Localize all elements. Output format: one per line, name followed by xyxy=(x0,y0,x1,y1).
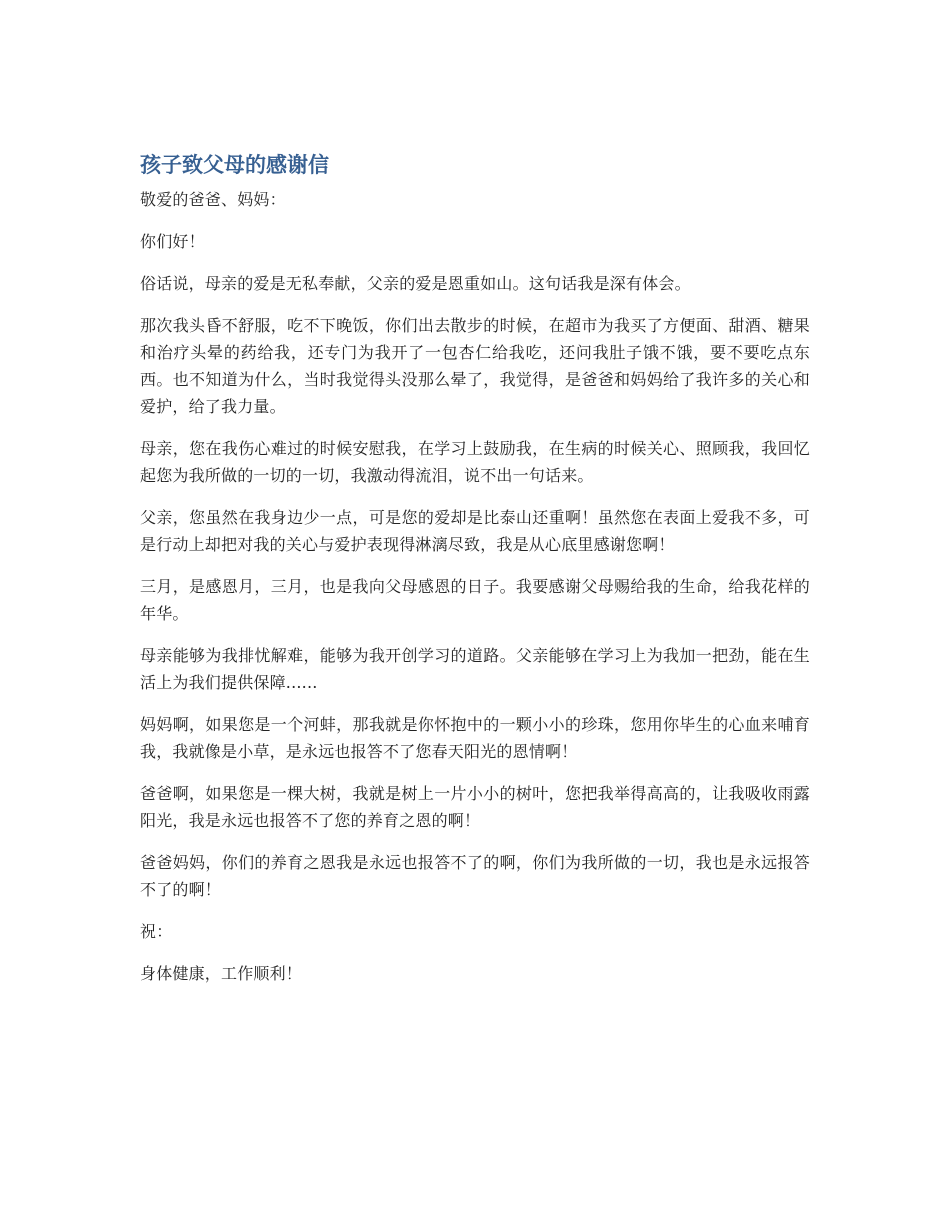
greeting: 你们好！ xyxy=(140,232,205,251)
closing-wish-label: 祝： xyxy=(140,922,173,941)
body-paragraph: 母亲，您在我伤心难过的时候安慰我，在学习上鼓励我，在生病的时候关心、照顾我，我回忆起您为我所做的一切的一切，我激动得流泪，说不出一句话来。 xyxy=(140,439,810,485)
body-paragraph: 三月，是感恩月，三月，也是我向父母感恩的日子。我要感谢父母赐给我的生命，给我花样的年华。 xyxy=(140,577,810,623)
body-paragraph: 母亲能够为我排忧解难，能够为我开创学习的道路。父亲能够在学习上为我加一把劲，能在生活上为我们提供保障...... xyxy=(140,646,810,692)
body-paragraph: 爸爸啊，如果您是一棵大树，我就是树上一片小小的树叶，您把我举得高高的，让我吸收雨露阳光，我是永远也报答不了您的养育之恩的啊！ xyxy=(140,784,810,830)
body-paragraph: 妈妈啊，如果您是一个河蚌，那我就是你怀抱中的一颗小小的珍珠，您用你毕生的心血来哺育我，我就像是小草，是永远也报答不了您春天阳光的恩情啊！ xyxy=(140,715,810,761)
body-paragraph: 俗话说，母亲的爱是无私奉献，父亲的爱是恩重如山。这句话我是深有体会。 xyxy=(140,274,691,293)
document-page xyxy=(140,150,810,1002)
body-paragraph: 那次我头昏不舒服，吃不下晚饭，你们出去散步的时候，在超市为我买了方便面、甜酒、糖果和治疗头晕的药给我，还专门为我开了一包杏仁给我吃，还问我肚子饿不饿，要不要吃点东西。也不知道为什么，当时我觉得头没那么晕了，我觉得，是爸爸和妈妈给了我许多的关心和爱护，给了我力量。 xyxy=(140,316,810,416)
body-paragraph: 父亲，您虽然在我身边少一点，可是您的爱却是比泰山还重啊！虽然您在表面上爱我不多，可是行动上却把对我的关心与爱护表现得淋漓尽致，我是从心底里感谢您啊！ xyxy=(140,508,810,554)
closing-wish: 身体健康，工作顺利！ xyxy=(140,964,303,983)
document-title: 孩子致父母的感谢信 xyxy=(140,153,329,177)
body-paragraph: 爸爸妈妈，你们的养育之恩我是永远也报答不了的啊，你们为我所做的一切，我也是永远报答不了的啊！ xyxy=(140,853,810,899)
salutation: 敬爱的爸爸、妈妈： xyxy=(140,190,286,209)
